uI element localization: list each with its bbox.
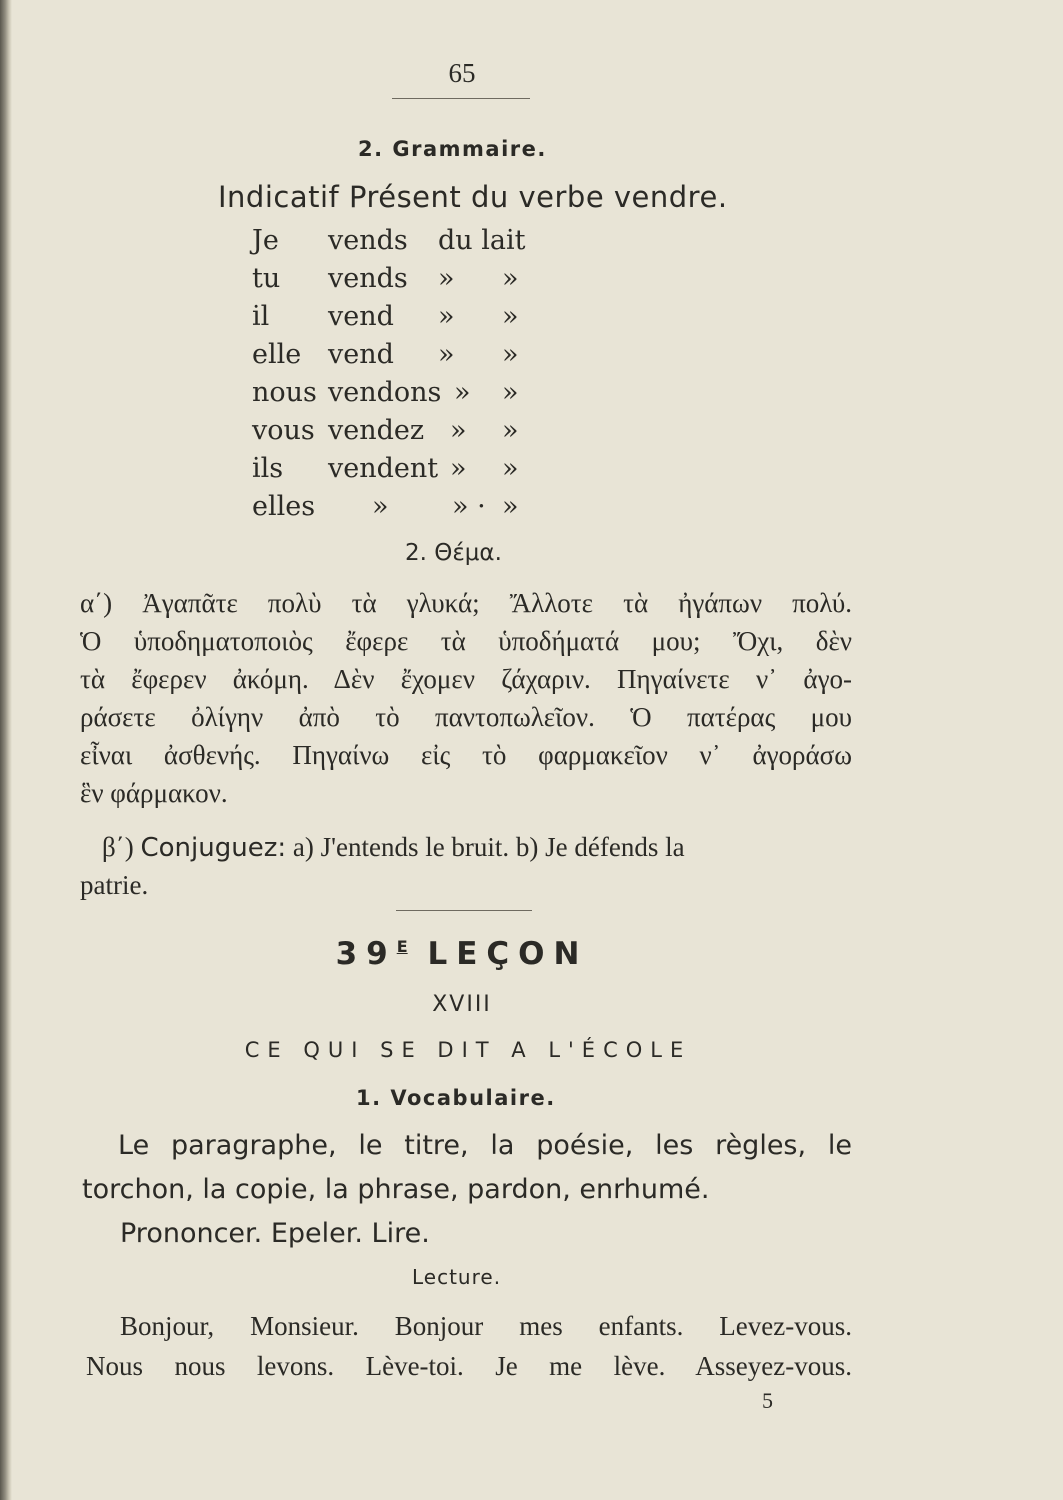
signature-mark: 5 xyxy=(762,1388,773,1413)
pronoun: elle xyxy=(252,339,302,370)
ditto-mark: » xyxy=(502,377,519,408)
ditto-mark: » xyxy=(502,491,519,522)
verb-form: vends xyxy=(328,225,408,256)
pronoun: ils xyxy=(252,453,284,484)
vocabulary-line: Le paragraphe, le titre, la poésie, les règles, le xyxy=(118,1130,852,1161)
lesson-number-suffix: E xyxy=(396,937,408,956)
reading-line: Nous nous levons. Lève-toi. Je me lève. Asseyez-vous. xyxy=(86,1351,852,1381)
ditto-mark: » xyxy=(438,339,455,370)
ditto-mark: » xyxy=(502,453,519,484)
exercise-line: patrie. xyxy=(80,870,149,900)
verb-form: vendons xyxy=(328,377,442,408)
lesson-word: LEÇON xyxy=(427,936,589,972)
verb-form: vendez xyxy=(328,415,425,446)
lesson-title xyxy=(0,936,924,972)
conjugation-table xyxy=(0,222,1063,532)
reading-line: Bonjour, Monsieur. Bonjour mes enfants. Levez-vous. xyxy=(120,1311,852,1341)
ditto-mark: » xyxy=(502,415,519,446)
conjugation-title: Indicatif Présent du verbe vendre. xyxy=(218,180,728,214)
exercise-text: a) J'entends le bruit. b) Je défends la xyxy=(292,832,685,862)
theme-heading: 2. Θέμα. xyxy=(405,540,502,566)
ditto-mark: » xyxy=(372,491,389,522)
ditto-mark: » xyxy=(450,415,467,446)
vocabulary-heading: 1. Vocabulaire. xyxy=(356,1086,556,1110)
pronoun: il xyxy=(252,301,270,332)
pronoun: nous xyxy=(252,377,317,408)
ditto-mark: » xyxy=(438,263,455,294)
exercise-line xyxy=(80,828,852,866)
verb-form: vends xyxy=(328,263,408,294)
greek-line: ἓν φάρμακον. xyxy=(80,778,228,808)
greek-line: εἶναι ἀσθενής. Πηγαίνω εἰς τὸ φαρμακεῖον ν᾽ ἀγοράσω xyxy=(80,740,852,770)
page-number: 65 xyxy=(448,58,476,88)
verb-form: vendent xyxy=(328,453,439,484)
pronoun: elles xyxy=(252,491,316,522)
section-rule xyxy=(396,910,532,911)
conjuguez-label: Conjuguez: xyxy=(140,833,287,863)
pronoun: Je xyxy=(252,225,279,256)
ditto-mark: » xyxy=(502,339,519,370)
exercise-label: β΄) xyxy=(102,832,134,862)
greek-line: τὰ ἔφερεν ἀκόμη. Δὲν ἔχομεν ζάχαριν. Πηγαίνετε ν᾽ ἀγο- xyxy=(80,664,852,694)
verb-form: vend xyxy=(328,339,394,370)
ditto-mark: » xyxy=(502,301,519,332)
reading-text xyxy=(86,1306,852,1386)
header-rule xyxy=(392,98,530,99)
ditto-mark: » xyxy=(454,377,471,408)
conjugation-exercise xyxy=(80,828,852,904)
ditto-mark: » xyxy=(450,453,467,484)
greek-line: Ὁ ὑποδηματοποιὸς ἔφερε τὰ ὑποδήματά μου; Ὄχι, δὲν xyxy=(80,626,852,656)
grammar-heading: 2. Grammaire. xyxy=(358,137,547,161)
ditto-mark: » xyxy=(438,301,455,332)
lesson-number: 39 xyxy=(335,936,397,972)
lesson-subtitle: CE QUI SE DIT A L'ÉCOLE xyxy=(244,1038,692,1062)
verb-form: vend xyxy=(328,301,394,332)
ditto-mark: » xyxy=(502,263,519,294)
greek-line: ράσετε ὀλίγην ἀπὸ τὸ παντοπωλεῖον. Ὁ πατέρας μου xyxy=(80,702,852,732)
pronoun: tu xyxy=(252,263,281,294)
vocabulary-line: torchon, la copie, la phrase, pardon, enrhumé. xyxy=(82,1174,710,1205)
greek-line: α΄) Ἀγαπᾶτε πολὺ τὰ γλυκά; Ἄλλοτε τὰ ἠγάπων πολύ. xyxy=(80,588,852,618)
ditto-mark: » · xyxy=(452,491,486,522)
vocabulary-line: Prononcer. Epeler. Lire. xyxy=(120,1218,430,1249)
lesson-roman-numeral: XVIII xyxy=(432,992,492,1017)
pronoun: vous xyxy=(252,415,315,446)
reading-heading: Lecture. xyxy=(412,1265,502,1289)
object: du lait xyxy=(438,225,526,256)
greek-exercise xyxy=(80,584,852,812)
vocabulary-list xyxy=(82,1124,852,1256)
